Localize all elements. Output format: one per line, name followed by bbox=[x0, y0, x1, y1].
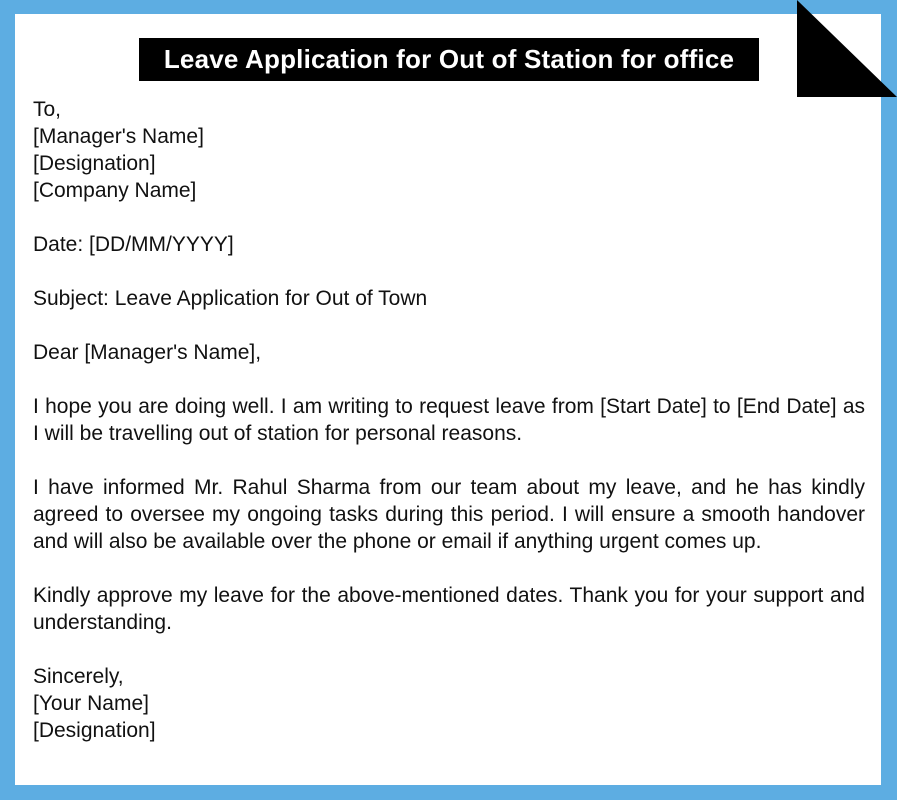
body-paragraph: Kindly approve my leave for the above-mentioned dates. Thank you for your support and understanding. bbox=[33, 584, 865, 634]
letter-body bbox=[33, 96, 865, 744]
date-line: Date: [DD/MM/YYYY] bbox=[33, 233, 234, 256]
closing-signoff: Sincerely, bbox=[33, 665, 124, 688]
recipient-name: [Manager's Name] bbox=[33, 125, 204, 148]
title-banner bbox=[139, 38, 759, 81]
subject-line: Subject: Leave Application for Out of Town bbox=[33, 287, 428, 310]
body-paragraph: I have informed Mr. Rahul Sharma from our team about my leave, and he has kindly agreed to oversee my ongoing tasks during this period. I will ensure a smooth handover and will also be available over the phone or email if anything urgent comes up. bbox=[33, 476, 865, 553]
closing-designation: [Designation] bbox=[33, 719, 156, 742]
salutation: Dear [Manager's Name], bbox=[33, 341, 262, 364]
recipient-to: To, bbox=[33, 98, 62, 121]
page-title: Leave Application for Out of Station for office bbox=[163, 44, 735, 74]
body-paragraph: I hope you are doing well. I am writing to request leave from [Start Date] to [End Date] as I will be travelling out of station for personal reasons. bbox=[33, 395, 865, 445]
recipient-company: [Company Name] bbox=[33, 179, 197, 202]
recipient-block bbox=[33, 96, 865, 204]
closing-block bbox=[33, 663, 865, 744]
closing-name: [Your Name] bbox=[33, 692, 149, 715]
recipient-designation: [Designation] bbox=[33, 152, 156, 175]
folded-corner-icon bbox=[797, 0, 897, 97]
